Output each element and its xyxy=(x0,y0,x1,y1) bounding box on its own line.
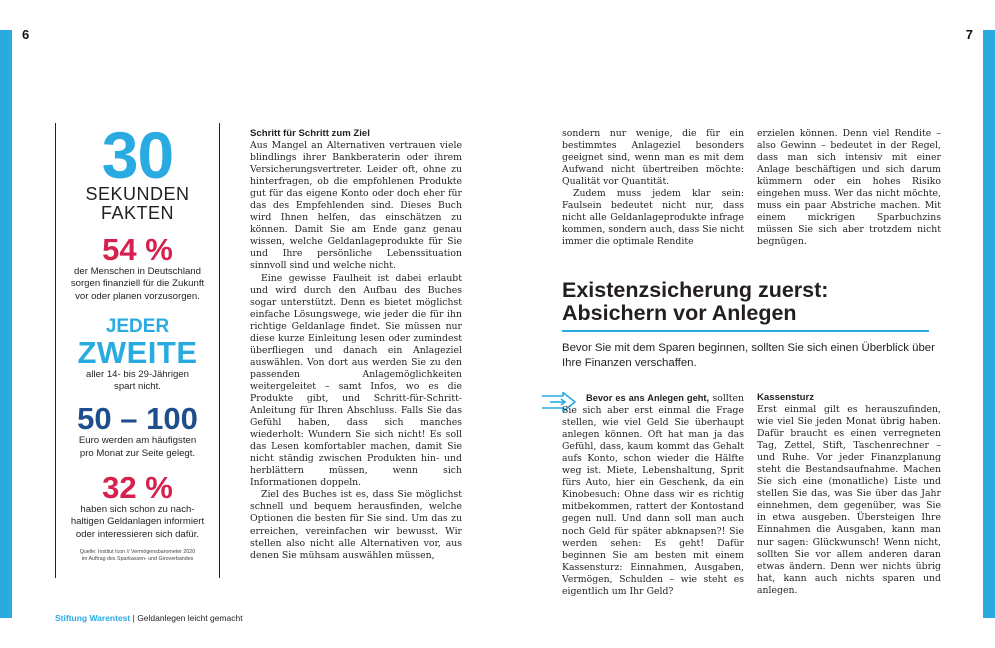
stat4-text-line1: haben sich schon zu nach- xyxy=(80,504,195,516)
section-heading-line1: Existenzsicherung zuerst: xyxy=(562,278,829,302)
column1-paragraph-3: Ziel des Buches ist es, dass Sie möglichst schnell und bequem herausfinden, welche Optionen die besten für Sie sind. Um das zu erreichen, vereinfachen wir bewusst. Wir stellen also nicht alle Alternativen vor, aus denen Sie mühsam auswählen müssen, xyxy=(250,489,462,561)
stat3-text-line2: pro Monat zur Seite gelegt. xyxy=(79,447,196,459)
footer-brand: Stiftung Warentest xyxy=(55,613,131,623)
text-column-4 xyxy=(562,392,744,598)
stat3-text-line1: Euro werden am häufigsten xyxy=(78,435,197,447)
footer-separator: | xyxy=(130,613,138,623)
column1-paragraph-2: Eine gewisse Faulheit ist dabei erlaubt und wird durch den Aufbau des Buches sogar unterstützt. Denn es bietet möglichst einfache Lösungswege, wie jeder die für ihn richtige Geldanlage findet. Sie müssen nur diese kurze Einleitung lesen oder zumindest überfliegen und danach ein Anlageziel auswählen. Von dort aus werden Sie zu den passenden Anlagemöglichkeiten weitergeleitet – samt Infos, wo es die Produkte gibt, und Schritt-für-Schritt-Anleitung für Ihren Abschluss. Falls Sie das Gefühl haben, dass sich manches wiederholt: Wundern Sie sich nicht! Es soll das Lesen komfortabler machen, damit Sie nicht ständig zwischen Produkten hin- und herblättern müssen, wenn sich Informationen doppeln. xyxy=(250,272,462,489)
stat4-text-line2: haltigen Geldanlagen informiert xyxy=(70,516,205,528)
left-accent-bar xyxy=(0,30,12,618)
section-heading-line2: Absichern vor Anlegen xyxy=(562,301,797,325)
column3-paragraph-1: erzielen können. Denn viel Rendite – also Gewinn – bedeutet in der Regel, dass man sich intensiv mit einer Anlage beschäftigen und sich darum kümmern oder ein hohes Risiko eingehen muss. Wer das nicht möchte, muss ein paar Abstriche machen. Mit einem mickrigen Sparbuchzins müssen Sie sich aber trotzdem nicht begnügen. xyxy=(757,128,941,248)
column2-paragraph-1: sondern nur wenige, die für ein bestimmtes Anlageziel besonders geeignet sind, wenn man es mit dem Aufwand nicht übertreiben möchte: Qualität vor Quantität. xyxy=(562,128,744,188)
stat2-line2: ZWEITE xyxy=(77,334,198,370)
text-column-5 xyxy=(757,392,941,597)
source-note-line2: im Auftrag des Sparkassen- und Giroverbandes xyxy=(81,555,194,562)
column1-paragraph-1: Aus Mangel an Alternativen vertrauen viele blindlings ihrer Bankberaterin oder ihrem Versicherungsvertreter. Leider oft, ohne zu hinterfragen, ob die empfohlenen Produkte gut für das eigene Konto oder doch eher für das des Empfehlenden sind. Dieses Buch wird Ihnen helfen, das einschätzen zu können. Damit Sie am Ende ganz genau wissen, welche Geldanlageprodukte für Sie und Ihre persönliche Lebenssituation sinnvoll sind und welche nicht. xyxy=(250,140,462,272)
section-heading xyxy=(562,279,942,325)
section-intro: Bevor Sie mit dem Sparen beginnen, sollten Sie sich einen Überblick über Ihre Finanzen verschaffen. xyxy=(562,342,935,369)
stat2-text-line2: spart nicht. xyxy=(114,381,161,393)
text-column-2-top xyxy=(562,128,744,248)
big-number: 30 xyxy=(101,118,174,192)
right-accent-bar xyxy=(983,30,995,618)
column5-subhead: Kassensturz xyxy=(757,392,815,403)
page-footer xyxy=(55,613,243,623)
stat1-text-line2: sorgen finanziell für die Zukunft xyxy=(70,278,205,290)
source-note-line1: Quelle: Institut Icon // Vermögensbarometer 2020 xyxy=(79,548,196,555)
column1-subhead: Schritt für Schritt zum Ziel xyxy=(250,128,370,139)
column2-paragraph-2: Zudem muss jedem klar sein: Faulsein bedeutet nicht nur, dass nicht alle Geldanlageprodukte infrage kommen, sondern auch, dass Sie nicht immer die optimale Rendite xyxy=(562,188,744,248)
column5-paragraph-1: Erst einmal gilt es herauszufinden, wie viel Sie jeden Monat übrig haben. Dafür braucht es einen verregneten Tag, Zettel, Stift, Taschenrechner – und Ruhe. Vor jeder Finanzplanung steht die Bestandsaufnahme. Machen Sie sich eine (monatliche) Liste und stellen Sie das, was Sie über das Jahr einnehmen, dem gegenüber, was Sie in etwa ausgeben. Übersteigen Ihre Einnahmen die Ausgaben, kann man nur sagen: Glückwunsch! Wenn nicht, sollten Sie vor allem anderen daran etwas ändern. Denn wer nichts übrig hat, kann auch nichts sparen und anlegen. xyxy=(757,404,941,596)
footer-title: Geldanlegen leicht gemacht xyxy=(137,613,243,623)
page-number-right: 7 xyxy=(965,27,973,42)
stat3-value: 50 – 100 xyxy=(77,401,198,437)
page-number-left: 6 xyxy=(22,27,30,42)
stat1-text-line3: vor oder planen vorzusorgen. xyxy=(75,290,200,302)
stat1-text-line1: der Menschen in Deutschland xyxy=(74,266,201,277)
stat4-text-line3: oder interessieren sich dafür. xyxy=(75,528,200,540)
column4-lead: Bevor es ans Anlegen geht, xyxy=(586,393,710,403)
stat4-value: 32 % xyxy=(102,470,173,506)
sidebar-title-line2: FAKTEN xyxy=(100,203,174,223)
facts-sidebar xyxy=(55,118,220,578)
stat2-line1: JEDER xyxy=(105,315,170,337)
stat2-text-line1: aller 14- bis 29-Jährigen xyxy=(86,368,189,380)
heading-rule xyxy=(562,330,929,332)
sidebar-title-line1: SEKUNDEN xyxy=(85,184,190,204)
text-column-1 xyxy=(250,128,462,562)
column4-paragraph-1: sollten Sie sich aber erst einmal die Frage stellen, wie viel Geld Sie überhaupt anlegen können. Oft hat man ja das Gefühl, dass, kaum kommt das Gehalt aufs Konto, schon wieder die Hälfte weg ist. Miete, Lebenshaltung, Sprit fürs Auto, hier ein Geschenk, da ein Kinobesuch: Ohne dass wir es richtig mitbekommen, rattert der Kontostand gegen null. Und dann soll man auch noch Geld für später abknapsen?! Sie werden sehen: Es geht! Dafür beginnen Sie am besten mit einem Kassensturz: Einnahmen, Ausgaben, Vermögen, Schulden – wie steht es eigentlich um Ihr Geld? xyxy=(562,393,744,597)
stat1-value: 54 % xyxy=(102,232,173,267)
text-column-3-top xyxy=(757,128,941,248)
